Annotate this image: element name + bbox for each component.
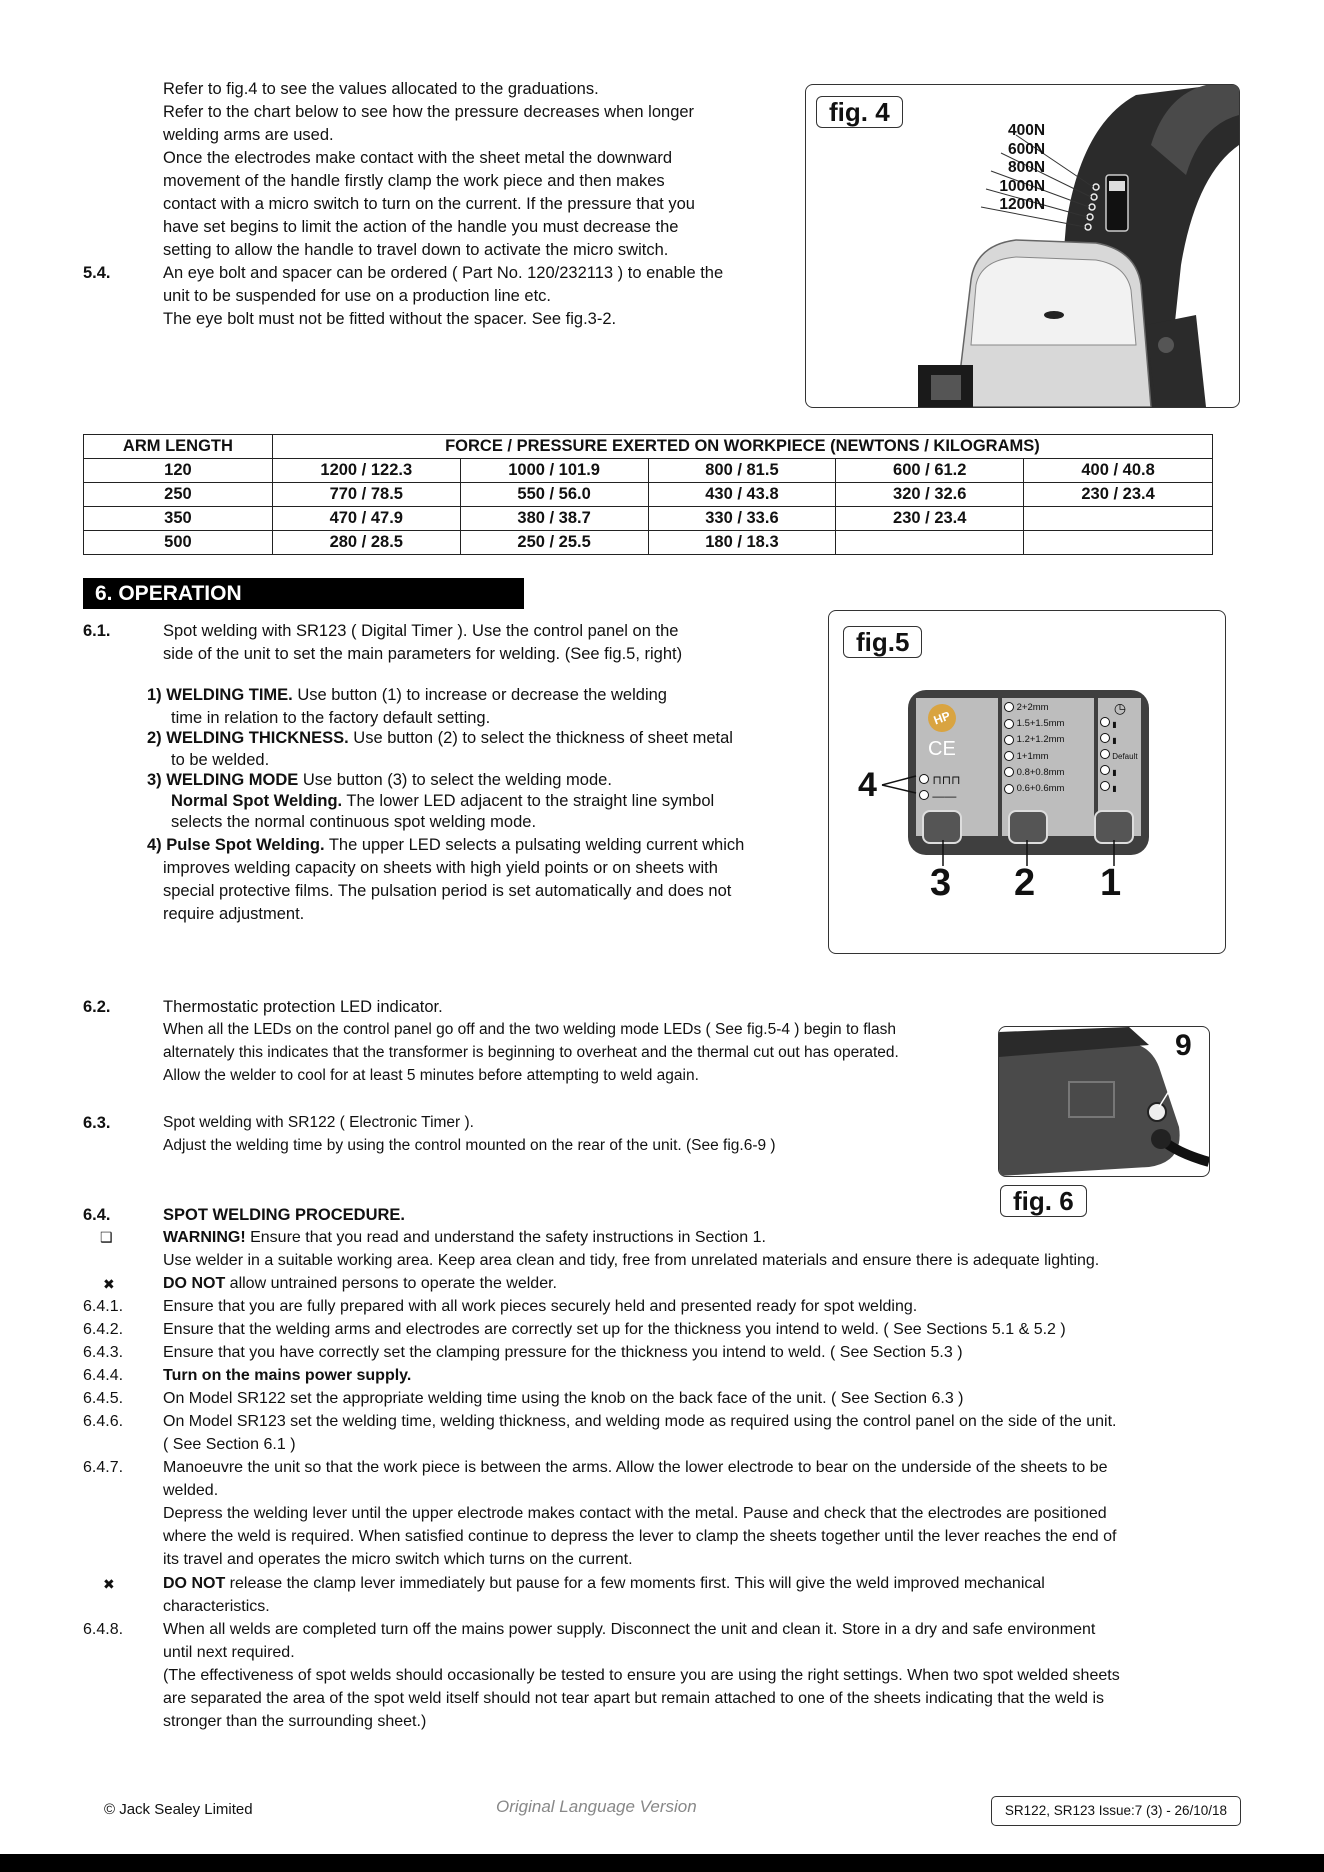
s62-text-d: Allow the welder to cool for at least 5 minutes before attempting to weld again. — [163, 1067, 699, 1084]
table-cell: 500 — [84, 531, 273, 555]
cross-icon: ✖ — [103, 1576, 115, 1592]
fig4-graduations — [958, 122, 1045, 215]
step-text: On Model SR123 set the welding time, welding thickness, and welding mode as required using the control panel on the side of the unit. — [163, 1413, 1117, 1430]
step-text: When all welds are completed turn off the mains power supply. Disconnect the unit and clean it. Store in a dry and safe environment — [163, 1621, 1096, 1638]
footer-copyright: © Jack Sealey Limited — [104, 1801, 253, 1818]
step-text: Depress the welding lever until the upper electrode makes contact with the metal. Pause and check that the electrodes are positioned — [163, 1505, 1107, 1522]
button-number-2: 2 — [1014, 862, 1036, 904]
table-cell — [1024, 531, 1213, 555]
graduation-label: 1200N — [999, 196, 1046, 213]
item-normal-spot: Normal Spot Welding. The lower LED adjacent to the straight line symbol — [171, 792, 715, 810]
item-welding-time-b: time in relation to the factory default setting. — [171, 709, 491, 727]
table-cell: 400 / 40.8 — [1024, 459, 1213, 483]
table-cell: 1200 / 122.3 — [272, 459, 460, 483]
s62-text-b: When all the LEDs on the control panel go off and the two welding mode LEDs ( See fig.5-4 ) begin to flash — [163, 1021, 896, 1038]
time-bar-icon: ▮ — [1112, 768, 1117, 777]
section-number: 6.2. — [83, 998, 111, 1016]
column-header: ARM LENGTH — [84, 435, 273, 459]
intro-p3a: Once the electrodes make contact with the sheet metal the downward — [163, 149, 673, 167]
hp-logo: HP — [924, 700, 960, 736]
section-number: 6.1. — [83, 622, 111, 640]
step-text: Ensure that you have correctly set the clamping pressure for the thickness you intend to weld. ( See Section 5.3 ) — [163, 1344, 963, 1361]
table-cell: 120 — [84, 459, 273, 483]
item-normal-spot-b: selects the normal continuous spot welding mode. — [171, 813, 537, 831]
section-heading: 6. OPERATION — [83, 578, 524, 609]
donot-2-b: characteristics. — [163, 1598, 270, 1615]
area-text: Use welder in a suitable working area. Keep area clean and tidy, free from unrelated materials and ensure there is adequate lighting. — [163, 1252, 1100, 1269]
s62-text-c: alternately this indicates that the transformer is beginning to overheat and the thermal cut out has operated. — [163, 1044, 899, 1061]
s63-text-b: Adjust the welding time by using the control mounted on the rear of the unit. (See fig.6-9 ) — [163, 1137, 776, 1154]
table-cell: 550 / 56.0 — [460, 483, 648, 507]
thickness-option: 1+1mm — [1016, 750, 1049, 762]
item-welding-thickness: 2) WELDING THICKNESS. Use button (2) to select the thickness of sheet metal — [147, 729, 733, 747]
step-text: are separated the area of the spot weld itself should not tear apart but remain attached to one of the sheets indicating that the weld is — [163, 1690, 1105, 1707]
table-cell — [836, 531, 1024, 555]
mode-leds — [919, 772, 960, 804]
bottom-bar — [0, 1854, 1324, 1872]
table-cell: 470 / 47.9 — [272, 507, 460, 531]
fig5-label: fig.5 — [843, 626, 922, 658]
s54-text-c: The eye bolt must not be fitted without the spacer. See fig.3-2. — [163, 310, 617, 328]
table-cell: 180 / 18.3 — [648, 531, 836, 555]
intro-p2a: Refer to the chart below to see how the pressure decreases when longer — [163, 103, 695, 121]
table-cell: 250 — [84, 483, 273, 507]
time-bar-icon: ▮ — [1112, 736, 1117, 745]
intro-p3c: contact with a micro switch to turn on the current. If the pressure that you — [163, 195, 695, 213]
footer-reference: SR122, SR123 Issue:7 (3) - 26/10/18 — [991, 1796, 1241, 1826]
pulse-mode-icon: ⊓⊓⊓ — [932, 773, 961, 787]
step-text: where the weld is required. When satisfied continue to depress the lever to clamp the sheets together until the lever reaches the end of — [163, 1528, 1117, 1545]
control-panel — [908, 690, 1149, 855]
time-bar-icon: ▮ — [1112, 784, 1117, 793]
table-cell: 770 / 78.5 — [272, 483, 460, 507]
step-text: welded. — [163, 1482, 219, 1499]
item-pulse-spot-c: special protective films. The pulsation period is set automatically and does not — [163, 882, 732, 900]
step-text: Ensure that you are fully prepared with all work pieces securely held and presented ready for spot welding. — [163, 1298, 918, 1315]
cross-icon: ✖ — [103, 1276, 115, 1292]
table-header-row — [84, 435, 1213, 459]
table-cell: 430 / 43.8 — [648, 483, 836, 507]
step-text: Ensure that the welding arms and electrodes are correctly set up for the thickness you intend to weld. ( See Sections 5.1 & 5.2 ) — [163, 1321, 1066, 1338]
step-number: 6.4.1. — [83, 1298, 124, 1315]
item-pulse-spot: 4) Pulse Spot Welding. The upper LED selects a pulsating welding current which — [147, 836, 745, 854]
graduation-label: 600N — [1008, 140, 1046, 158]
time-bar-icon: ▮ — [1112, 720, 1117, 729]
graduation-label: 800N — [1008, 159, 1046, 176]
graduation-label: 1000N — [999, 177, 1046, 195]
table-cell: 250 / 25.5 — [460, 531, 648, 555]
mode-button[interactable] — [922, 810, 962, 844]
button-number-3: 3 — [930, 862, 952, 904]
thickness-list — [1004, 700, 1064, 797]
step-text: until next required. — [163, 1644, 295, 1661]
section-number: 6.3. — [83, 1114, 111, 1132]
fig6-box — [998, 1026, 1210, 1177]
table-row — [84, 483, 1213, 507]
fig6-label: fig. 6 — [1000, 1185, 1087, 1217]
step-text: stronger than the surrounding sheet.) — [163, 1713, 427, 1730]
fig4-label: fig. 4 — [816, 96, 903, 128]
item-pulse-spot-b: improves welding capacity on sheets with high yield points or on sheets with — [163, 859, 718, 877]
step-number: 6.4.2. — [83, 1321, 124, 1338]
donot-1: DO NOT allow untrained persons to operate the welder. — [163, 1275, 557, 1292]
table-cell: 230 / 23.4 — [1024, 483, 1213, 507]
table-cell: 1000 / 101.9 — [460, 459, 648, 483]
thickness-option: 1.2+1.2mm — [1016, 734, 1065, 746]
thickness-option: 0.8+0.8mm — [1016, 766, 1065, 778]
s54-text-b: unit to be suspended for use on a production line etc. — [163, 287, 552, 305]
item-welding-time: 1) WELDING TIME. Use button (1) to increase or decrease the welding — [147, 686, 667, 704]
s64-title: SPOT WELDING PROCEDURE. — [163, 1206, 406, 1224]
section-number: 5.4. — [83, 264, 111, 282]
s62-text-a: Thermostatic protection LED indicator. — [163, 998, 443, 1016]
graduation-label: 400N — [1008, 122, 1046, 139]
section-number: 6.4. — [83, 1206, 111, 1224]
clock-icon: ◷ — [1113, 700, 1127, 716]
table-cell: 350 — [84, 507, 273, 531]
continuous-mode-icon: —— — [932, 789, 957, 803]
intro-p3d: have set begins to limit the action of the handle you must decrease the — [163, 218, 679, 236]
intro-p3e: setting to allow the handle to travel down to activate the micro switch. — [163, 241, 669, 259]
callout-9: 9 — [1175, 1029, 1192, 1062]
item-pulse-spot-d: require adjustment. — [163, 905, 305, 923]
ce-mark: CE — [928, 738, 956, 760]
table-cell: 320 / 32.6 — [836, 483, 1024, 507]
table-cell — [1024, 507, 1213, 531]
step-text: (The effectiveness of spot welds should occasionally be tested to ensure you are using the right settings. When two spot welded sheets — [163, 1667, 1120, 1684]
thickness-option: 0.6+0.6mm — [1016, 783, 1065, 795]
intro-p1: Refer to fig.4 to see the values allocated to the graduations. — [163, 80, 599, 98]
s63-text-a: Spot welding with SR122 ( Electronic Timer ). — [163, 1114, 474, 1131]
step-text: ( See Section 6.1 ) — [163, 1436, 296, 1453]
s61-text-a: Spot welding with SR123 ( Digital Timer ). Use the control panel on the — [163, 622, 679, 640]
warning-box-icon: ❑ — [100, 1229, 113, 1245]
warning-text: WARNING! Ensure that you read and understand the safety instructions in Section 1. — [163, 1229, 766, 1246]
button-number-1: 1 — [1100, 862, 1122, 904]
step-number: 6.4.6. — [83, 1413, 124, 1430]
table-cell: 600 / 61.2 — [836, 459, 1024, 483]
step-number: 6.4.7. — [83, 1459, 124, 1476]
s54-text-a: An eye bolt and spacer can be ordered ( Part No. 120/232113 ) to enable the — [163, 264, 724, 282]
table-cell: 230 / 23.4 — [836, 507, 1024, 531]
time-button[interactable] — [1094, 810, 1134, 844]
table-row — [84, 459, 1213, 483]
callout-4-arrows — [880, 770, 920, 800]
donot-2: DO NOT release the clamp lever immediately but pause for a few moments first. This will give the weld improved mechanical — [163, 1575, 1045, 1592]
item-welding-mode: 3) WELDING MODE Use button (3) to select the welding mode. — [147, 771, 612, 789]
step-number: 6.4.5. — [83, 1390, 124, 1407]
time-column — [1100, 700, 1140, 797]
time-default-label: Default — [1112, 752, 1138, 761]
column-header: FORCE / PRESSURE EXERTED ON WORKPIECE (NEWTONS / KILOGRAMS) — [272, 435, 1212, 459]
step-text: On Model SR122 set the appropriate welding time using the knob on the back face of the unit. ( See Section 6.3 ) — [163, 1390, 964, 1407]
step-text: Turn on the mains power supply. — [163, 1367, 412, 1384]
callout-4: 4 — [858, 766, 877, 804]
thickness-button[interactable] — [1008, 810, 1048, 844]
table-cell: 800 / 81.5 — [648, 459, 836, 483]
force-table — [83, 434, 1213, 555]
table-row — [84, 531, 1213, 555]
thickness-option: 2+2mm — [1016, 702, 1049, 713]
step-text: Manoeuvre the unit so that the work piece is between the arms. Allow the lower electrode to bear on the underside of the sheets to be — [163, 1459, 1108, 1476]
table-cell: 280 / 28.5 — [272, 531, 460, 555]
footer-version: Original Language Version — [496, 1797, 697, 1816]
item-welding-thickness-b: to be welded. — [171, 751, 270, 769]
table-row — [84, 507, 1213, 531]
table-cell: 330 / 33.6 — [648, 507, 836, 531]
step-number: 6.4.4. — [83, 1367, 124, 1384]
step-number: 6.4.8. — [83, 1621, 124, 1638]
intro-p2b: welding arms are used. — [163, 126, 334, 144]
s61-text-b: side of the unit to set the main parameters for welding. (See fig.5, right) — [163, 645, 683, 663]
step-number: 6.4.3. — [83, 1344, 124, 1361]
intro-p3b: movement of the handle firstly clamp the work piece and then makes — [163, 172, 665, 190]
step-text: its travel and operates the micro switch which turns on the current. — [163, 1551, 633, 1568]
table-cell: 380 / 38.7 — [460, 507, 648, 531]
thickness-option: 1.5+1.5mm — [1016, 718, 1065, 730]
